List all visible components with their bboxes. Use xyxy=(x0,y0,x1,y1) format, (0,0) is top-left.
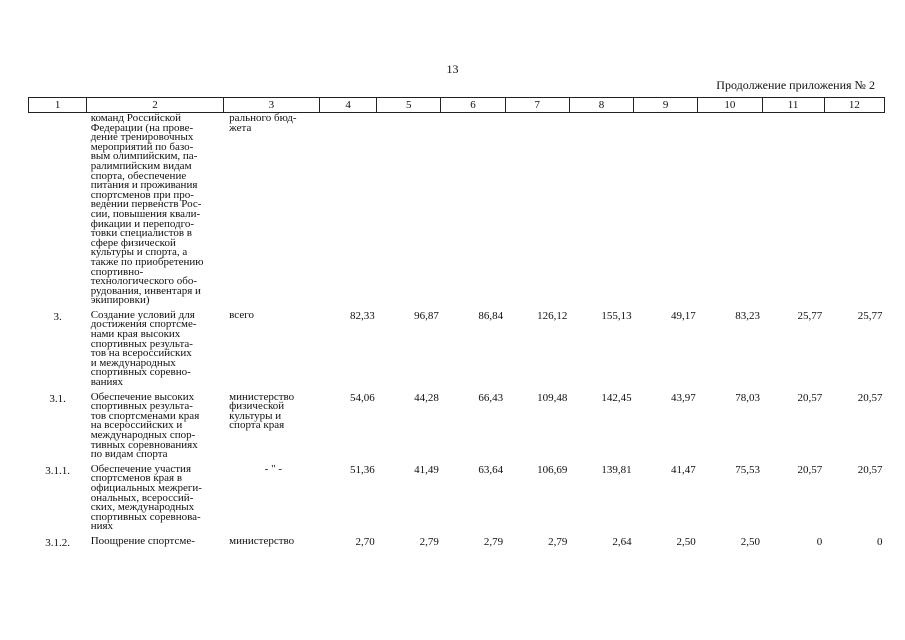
value-col-12: 20,57 xyxy=(857,391,883,404)
activity-name: Обеспечение высоких спортивных результа- тов спортсменами края на всероссийских и международных спор- тивных соревнованиях по видам спорта xyxy=(90,390,200,461)
value-col-8 xyxy=(569,113,633,306)
value-col-7: 106,69 xyxy=(537,463,568,476)
value-col-7: 2,79 xyxy=(548,535,568,548)
value-col-12: 0 xyxy=(877,535,883,548)
column-header-2: 2 xyxy=(87,98,223,113)
column-header-1: 1 xyxy=(29,98,87,113)
value-col-6: 66,43 xyxy=(478,391,504,404)
row-number: 3.1.1. xyxy=(45,464,70,477)
column-header-5: 5 xyxy=(377,98,441,113)
activity-name: Поощрение спортсме- xyxy=(90,534,195,547)
value-col-10 xyxy=(698,113,762,306)
column-header-7: 7 xyxy=(505,98,569,113)
row-number: 3.1.2. xyxy=(45,536,70,549)
value-col-4: 54,06 xyxy=(349,391,375,404)
value-col-8: 139,81 xyxy=(601,463,632,476)
funding-source: рального бюд- жета xyxy=(229,112,297,134)
value-col-5 xyxy=(377,113,441,306)
value-col-6: 63,64 xyxy=(478,463,504,476)
value-col-5: 41,49 xyxy=(414,463,439,476)
value-col-4: 82,33 xyxy=(349,309,375,322)
value-col-6 xyxy=(441,113,505,306)
column-header-4: 4 xyxy=(320,98,377,113)
value-col-11: 20,57 xyxy=(797,391,823,404)
value-col-5: 96,87 xyxy=(414,309,439,322)
activity-name: Создание условий для достижения спортсме- нами края высоких спортивных результа- тов на всероссийских и международных спортивных соревно- ваниях xyxy=(90,308,197,389)
value-col-12: 20,57 xyxy=(857,463,883,476)
value-col-10: 75,53 xyxy=(735,463,760,476)
value-col-10: 78,03 xyxy=(735,391,760,404)
column-header-11: 11 xyxy=(762,98,824,113)
value-col-7 xyxy=(505,113,569,306)
value-col-8: 142,45 xyxy=(601,391,632,404)
column-number-header-row xyxy=(29,98,885,113)
column-header-6: 6 xyxy=(441,98,505,113)
funding-source: министерство физической культуры и спорта края xyxy=(229,390,295,432)
value-col-9 xyxy=(634,113,698,306)
value-col-7: 109,48 xyxy=(537,391,568,404)
table-body xyxy=(29,113,885,559)
value-col-9: 2,50 xyxy=(676,535,696,548)
value-col-9: 41,47 xyxy=(671,463,696,476)
funding-source: министерство xyxy=(229,534,295,547)
value-col-11: 0 xyxy=(816,535,823,548)
table-row xyxy=(29,388,885,460)
value-col-5: 44,28 xyxy=(414,391,439,404)
value-col-11: 20,57 xyxy=(797,463,823,476)
value-col-6: 2,79 xyxy=(483,535,504,548)
funding-source: - " - xyxy=(264,462,282,475)
value-col-12 xyxy=(824,113,884,306)
column-header-9: 9 xyxy=(634,98,698,113)
value-col-10: 83,23 xyxy=(735,309,760,322)
column-header-3: 3 xyxy=(223,98,319,113)
value-col-4: 2,70 xyxy=(355,535,375,548)
table-row xyxy=(29,460,885,532)
row-number xyxy=(29,113,87,306)
table-row xyxy=(29,113,885,306)
row-number: 3. xyxy=(53,310,62,323)
value-col-8: 155,13 xyxy=(601,309,632,322)
table-row xyxy=(29,306,885,388)
value-col-6: 86,84 xyxy=(478,309,504,322)
value-col-9: 43,97 xyxy=(671,391,696,404)
value-col-10: 2,50 xyxy=(740,535,760,548)
value-col-4: 51,36 xyxy=(349,463,375,476)
value-col-11 xyxy=(762,113,824,306)
row-number: 3.1. xyxy=(49,392,66,405)
value-col-11: 25,77 xyxy=(797,309,823,322)
value-col-9: 49,17 xyxy=(671,309,696,322)
funding-source: всего xyxy=(229,308,254,321)
table-row xyxy=(29,532,885,559)
column-header-10: 10 xyxy=(698,98,762,113)
value-col-8: 2,64 xyxy=(612,535,632,548)
value-col-12: 25,77 xyxy=(857,309,883,322)
value-col-4 xyxy=(320,113,377,306)
activity-name: Обеспечение участия спортсменов края в официальных межреги- ональных, всероссий- ских, международных спортивных соревнова- ниях xyxy=(90,462,202,533)
column-header-12: 12 xyxy=(824,98,884,113)
value-col-7: 126,12 xyxy=(537,309,568,322)
column-header-8: 8 xyxy=(569,98,633,113)
appendix-continuation-label: Продолжение приложения № 2 xyxy=(716,78,875,92)
activity-name: команд Российской Федерации (на прове- дение тренировочных мероприятий по базо- вым олимпийским, па- ралимпийским видам спорта, обеспечение питания и проживания спортсменов при про- ведении первенств Рос- сии, повышения квали- фикации и переподго- товки специалистов в сфере физической культуры и спорта, а также по приобретению спортивно- технологического обо- рудования, инвентаря и экипировки) xyxy=(90,112,204,307)
page-number: 13 xyxy=(446,62,459,76)
value-col-5: 2,79 xyxy=(419,535,439,548)
budget-table xyxy=(28,97,885,559)
